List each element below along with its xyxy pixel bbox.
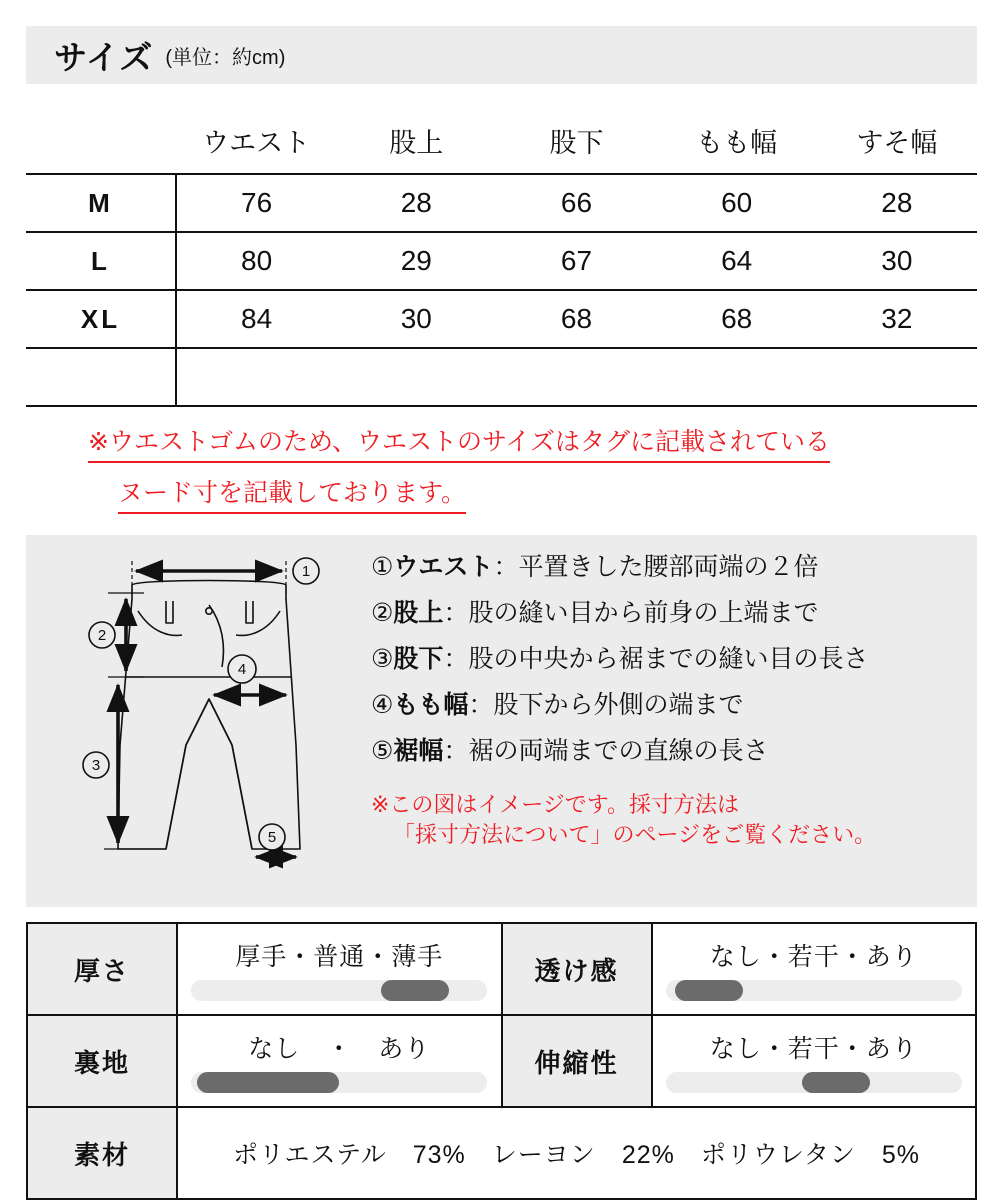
row-size-label [26, 348, 176, 406]
spec-value-sheerness [652, 923, 977, 1015]
spec-label-thickness: 厚さ [27, 923, 177, 1015]
spec-slider-sheerness [666, 980, 962, 1001]
material-name-1: ポリエステル [232, 1141, 387, 1169]
legend-num-3: ③ [371, 645, 394, 673]
legend-term-2: 股上 [393, 599, 444, 627]
legend-term-5: 裾幅 [393, 737, 444, 765]
diagram-disclaimer-line2: 「採寸方法について」のページをご覧ください。 [393, 821, 877, 847]
material-pct-3: 5% [881, 1141, 921, 1169]
cell-inseam: 67 [496, 232, 656, 290]
size-unit-note: (単位：約cm) [165, 46, 286, 69]
cell-rise: 28 [336, 174, 496, 232]
legend-num-1: ① [371, 553, 394, 581]
legend-sep-5: ： [443, 737, 469, 765]
cell-thigh: 60 [657, 174, 817, 232]
spec-value-material [177, 1107, 976, 1199]
row-size-label: L [26, 232, 176, 290]
spec-slider-knob-stretch [802, 1072, 870, 1093]
spec-label-sheerness: 透け感 [502, 923, 652, 1015]
legend-desc-3: 股の中央から裾までの縫い目の長さ [468, 645, 869, 673]
legend-desc-1: 平置きした腰部両端の２倍 [518, 553, 819, 581]
cell-thigh: 64 [657, 232, 817, 290]
spec-slider-knob-lining [197, 1072, 339, 1093]
cell-waist: 80 [176, 232, 336, 290]
spec-value-stretch [652, 1015, 977, 1107]
cell-rise: 29 [336, 232, 496, 290]
spec-value-lining [177, 1015, 502, 1107]
table-row [26, 174, 977, 232]
material-pct-1: 73% [412, 1141, 466, 1169]
legend-desc-2: 股の縫い目から前身の上端まで [468, 599, 819, 627]
cell-waist: 84 [176, 290, 336, 348]
cell-thigh: 68 [657, 290, 817, 348]
table-row-empty [26, 348, 977, 406]
pants-illustration [74, 549, 344, 889]
measurement-legend [371, 555, 971, 849]
legend-item-thigh [371, 693, 971, 718]
spec-slider-lining [191, 1072, 487, 1093]
marker-4-label: 4 [237, 661, 247, 678]
spec-label-lining: 裏地 [27, 1015, 177, 1107]
marker-5-label: 5 [267, 829, 277, 846]
legend-sep-2: ： [443, 599, 469, 627]
legend-num-2: ② [371, 599, 394, 627]
col-header-thigh: もも幅 [696, 128, 778, 158]
cell-inseam: 66 [496, 174, 656, 232]
cell-inseam [496, 348, 656, 406]
cell-hem: 30 [817, 232, 977, 290]
table-row [26, 290, 977, 348]
legend-desc-4: 股下から外側の端まで [493, 691, 744, 719]
spec-slider-knob-sheerness [675, 980, 743, 1001]
spec-scale-words-stretch: なし・若干・あり [709, 1035, 918, 1063]
waist-elastic-note-line2: ヌード寸を記載しております。 [118, 481, 466, 514]
legend-sep-4: ： [468, 691, 494, 719]
legend-sep-1: ： [493, 553, 519, 581]
col-header-waist: ウエスト [202, 128, 311, 158]
cell-rise: 30 [336, 290, 496, 348]
spec-scale-words-thickness: 厚手・普通・薄手 [235, 943, 444, 971]
legend-num-4: ④ [371, 691, 394, 719]
table-row [26, 232, 977, 290]
size-table-header-row [26, 108, 977, 174]
measurement-diagram-panel [26, 535, 977, 907]
col-header-hem: すそ幅 [856, 128, 938, 158]
legend-term-1: ウエスト [393, 553, 494, 581]
size-measurement-table [26, 108, 977, 407]
marker-3-label: 3 [91, 757, 101, 774]
cell-inseam: 68 [496, 290, 656, 348]
legend-desc-5: 裾の両端までの直線の長さ [468, 737, 769, 765]
marker-2-label: 2 [97, 627, 107, 644]
waist-elastic-note [88, 430, 948, 532]
spec-scale-words-sheerness: なし・若干・あり [709, 943, 918, 971]
cell-waist: 76 [176, 174, 336, 232]
size-title: サイズ [54, 38, 154, 76]
cell-hem [817, 348, 977, 406]
col-header-size [26, 108, 176, 174]
diagram-disclaimer-line1: ※この図はイメージです。採寸方法は [371, 792, 740, 817]
cell-thigh [657, 348, 817, 406]
legend-num-5: ⑤ [371, 737, 394, 765]
legend-item-rise [371, 601, 971, 626]
legend-sep-3: ： [443, 645, 469, 673]
material-name-3: ポリウレタン [700, 1141, 856, 1169]
material-name-2: レーヨン [491, 1141, 596, 1169]
col-header-rise: 股上 [389, 128, 444, 158]
spec-row-lining-stretch [27, 1015, 976, 1107]
cell-rise [336, 348, 496, 406]
cell-hem: 28 [817, 174, 977, 232]
spec-slider-stretch [666, 1072, 962, 1093]
legend-term-3: 股下 [393, 645, 444, 673]
material-pct-2: 22% [621, 1141, 675, 1169]
spec-slider-thickness [191, 980, 487, 1001]
spec-value-thickness [177, 923, 502, 1015]
cell-waist [176, 348, 336, 406]
spec-row-thickness-sheerness [27, 923, 976, 1015]
legend-item-waist [371, 555, 971, 580]
marker-1-label: 1 [301, 563, 311, 580]
waist-elastic-note-line1: ※ウエストゴムのため、ウエストのサイズはタグに記載されている [88, 430, 830, 463]
size-section-header [26, 26, 977, 84]
legend-item-hem [371, 739, 971, 764]
diagram-disclaimer [371, 790, 971, 849]
legend-item-inseam [371, 647, 971, 672]
row-size-label: M [26, 174, 176, 232]
row-size-label: XL [26, 290, 176, 348]
fabric-spec-table [26, 922, 977, 1200]
legend-term-4: もも幅 [393, 691, 469, 719]
col-header-inseam: 股下 [549, 128, 604, 158]
spec-label-material: 素材 [27, 1107, 177, 1199]
material-composition [178, 1123, 975, 1183]
spec-row-material [27, 1107, 976, 1199]
spec-scale-words-lining: なし ・ あり [248, 1035, 431, 1063]
cell-hem: 32 [817, 290, 977, 348]
spec-slider-knob-thickness [381, 980, 449, 1001]
spec-label-stretch: 伸縮性 [502, 1015, 652, 1107]
